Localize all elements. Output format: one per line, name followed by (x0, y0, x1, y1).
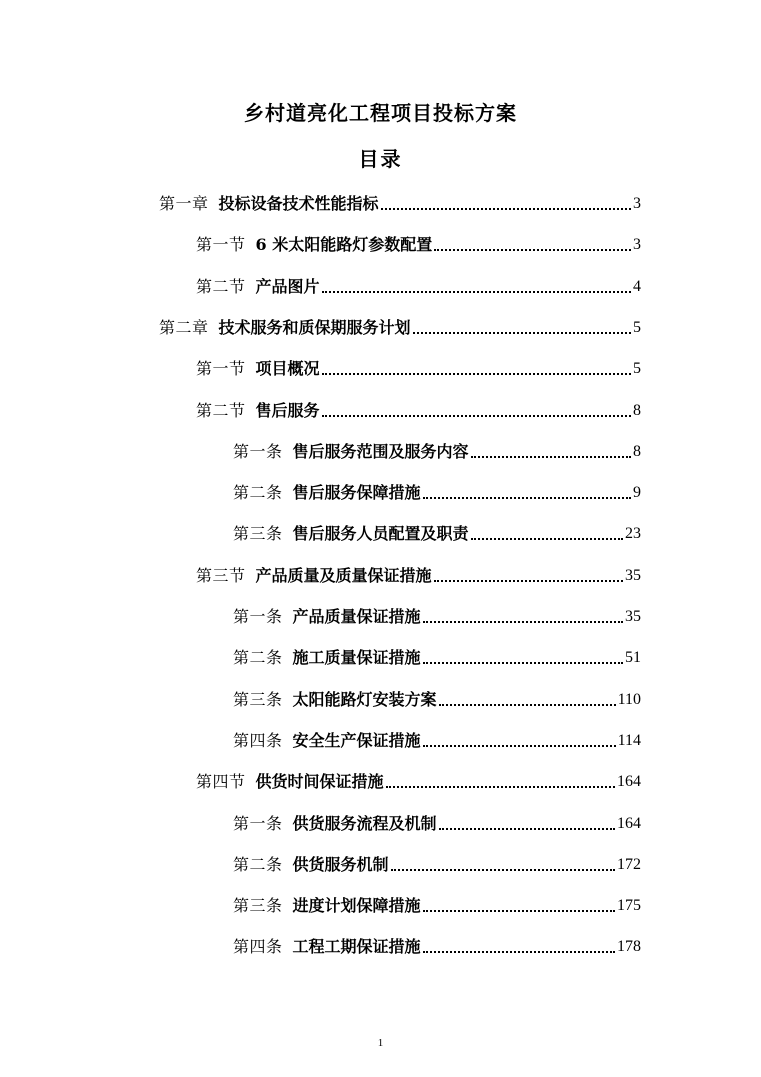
toc-entry-page: 9 (633, 484, 641, 501)
toc-entry-page: 3 (633, 236, 641, 253)
toc-entry-title: 6 米太阳能路灯参数配置 (255, 235, 433, 254)
toc-entry[interactable] (233, 599, 641, 627)
toc-dot-leader (423, 620, 623, 623)
toc-entry-number: 第二章 (159, 318, 209, 337)
toc-dot-leader (423, 661, 623, 664)
toc-entry-title: 产品图片 (255, 277, 320, 296)
toc-dot-leader (471, 537, 623, 540)
page-number: 1 (377, 1037, 384, 1049)
toc-entry-title: 售后服务 (255, 401, 320, 420)
toc-entry-number: 第一条 (233, 442, 283, 461)
toc-entry[interactable] (233, 516, 641, 544)
toc-entry-number: 第四条 (233, 937, 283, 956)
toc-entry-page: 3 (633, 195, 641, 212)
toc-dot-leader (423, 950, 615, 953)
toc-entry-number: 第一条 (233, 607, 283, 626)
toc-entry[interactable] (233, 723, 641, 751)
toc-entry-number: 第四条 (233, 731, 283, 750)
toc-entry-title: 项目概况 (255, 359, 320, 378)
toc-entry-title: 技术服务和质保期服务计划 (218, 318, 411, 337)
toc-entry-page: 5 (633, 319, 641, 336)
toc-dot-leader (423, 744, 616, 747)
toc-entry-title: 售后服务范围及服务内容 (292, 442, 469, 461)
toc-entry[interactable] (196, 764, 641, 792)
toc-entry-number: 第一节 (196, 235, 246, 254)
toc-entry-number: 第二节 (196, 401, 246, 420)
toc-entry-title: 工程工期保证措施 (292, 937, 421, 956)
toc-dot-leader (434, 579, 623, 582)
toc-entry-title: 产品质量及质量保证措施 (255, 566, 432, 585)
toc-entry-number: 第四节 (196, 772, 246, 791)
toc-entry-number: 第三条 (233, 690, 283, 709)
toc-entry-title: 安全生产保证措施 (292, 731, 421, 750)
toc-entry-number: 第二条 (233, 483, 283, 502)
toc-entry-title: 太阳能路灯安装方案 (292, 690, 437, 709)
toc-entry-title: 供货时间保证措施 (255, 772, 384, 791)
toc-entry-number: 第三节 (196, 566, 246, 585)
toc-entry-page: 164 (617, 815, 641, 832)
toc-entry-number: 第一章 (159, 194, 209, 213)
toc-dot-leader (423, 909, 615, 912)
toc-entry-title: 供货服务流程及机制 (292, 814, 437, 833)
toc-entry[interactable] (233, 640, 641, 668)
toc-entry-title: 售后服务人员配置及职责 (292, 524, 469, 543)
toc-dot-leader (322, 290, 631, 293)
toc-dot-leader (322, 372, 631, 375)
toc-entry[interactable] (196, 558, 641, 586)
toc-entry[interactable] (196, 269, 641, 297)
toc-entry-page: 8 (633, 402, 641, 419)
toc-entry[interactable] (233, 806, 641, 834)
toc-entry-title: 投标设备技术性能指标 (218, 194, 379, 213)
toc-dot-leader (381, 207, 631, 210)
toc-entry-title: 供货服务机制 (292, 855, 389, 874)
toc-entry-number: 第三条 (233, 524, 283, 543)
toc-entry[interactable] (233, 475, 641, 503)
toc-entry[interactable] (233, 682, 641, 710)
toc-entry-number: 第二节 (196, 277, 246, 296)
toc-entry-page: 5 (633, 360, 641, 377)
document-title: 乡村道亮化工程项目投标方案 (244, 101, 517, 125)
toc-dot-leader (386, 785, 615, 788)
toc-entry-title: 进度计划保障措施 (292, 896, 421, 915)
toc-entry[interactable] (233, 434, 641, 462)
toc-entry-page: 51 (625, 649, 641, 666)
toc-entry[interactable] (196, 351, 641, 379)
toc-entry-number: 第二条 (233, 648, 283, 667)
toc-entry-title: 售后服务保障措施 (292, 483, 421, 502)
toc-dot-leader (439, 827, 615, 830)
toc-dot-leader (413, 331, 631, 334)
toc-entry-page: 35 (625, 567, 641, 584)
toc-entry-page: 172 (617, 856, 641, 873)
toc-entry[interactable] (196, 227, 641, 255)
toc-heading: 目录 (358, 147, 403, 171)
toc-entry[interactable] (233, 888, 641, 916)
toc-entry-number: 第三条 (233, 896, 283, 915)
toc-entry-page: 8 (633, 443, 641, 460)
toc-entry-page: 23 (625, 525, 641, 542)
toc-entry[interactable] (159, 186, 641, 214)
toc-entry-page: 164 (617, 773, 641, 790)
toc-entry-number: 第二条 (233, 855, 283, 874)
toc-dot-leader (471, 455, 631, 458)
toc-dot-leader (439, 703, 616, 706)
toc-entry-title: 产品质量保证措施 (292, 607, 421, 626)
toc-entry-page: 4 (633, 278, 641, 295)
toc-entry[interactable] (233, 929, 641, 957)
toc-entry[interactable] (196, 393, 641, 421)
toc-dot-leader (423, 496, 631, 499)
toc-entry[interactable] (159, 310, 641, 338)
toc-dot-leader (434, 248, 631, 251)
toc-entry-title: 施工质量保证措施 (292, 648, 421, 667)
toc-dot-leader (391, 868, 615, 871)
toc-entry-page: 175 (617, 897, 641, 914)
toc-entry-number: 第一节 (196, 359, 246, 378)
toc-entry-page: 114 (617, 732, 641, 749)
toc-entry-page: 178 (617, 938, 641, 955)
toc-entry-number: 第一条 (233, 814, 283, 833)
toc-entry-page: 35 (625, 608, 641, 625)
toc-entry[interactable] (233, 847, 641, 875)
toc-entry-page: 110 (617, 691, 641, 708)
toc-dot-leader (322, 414, 631, 417)
